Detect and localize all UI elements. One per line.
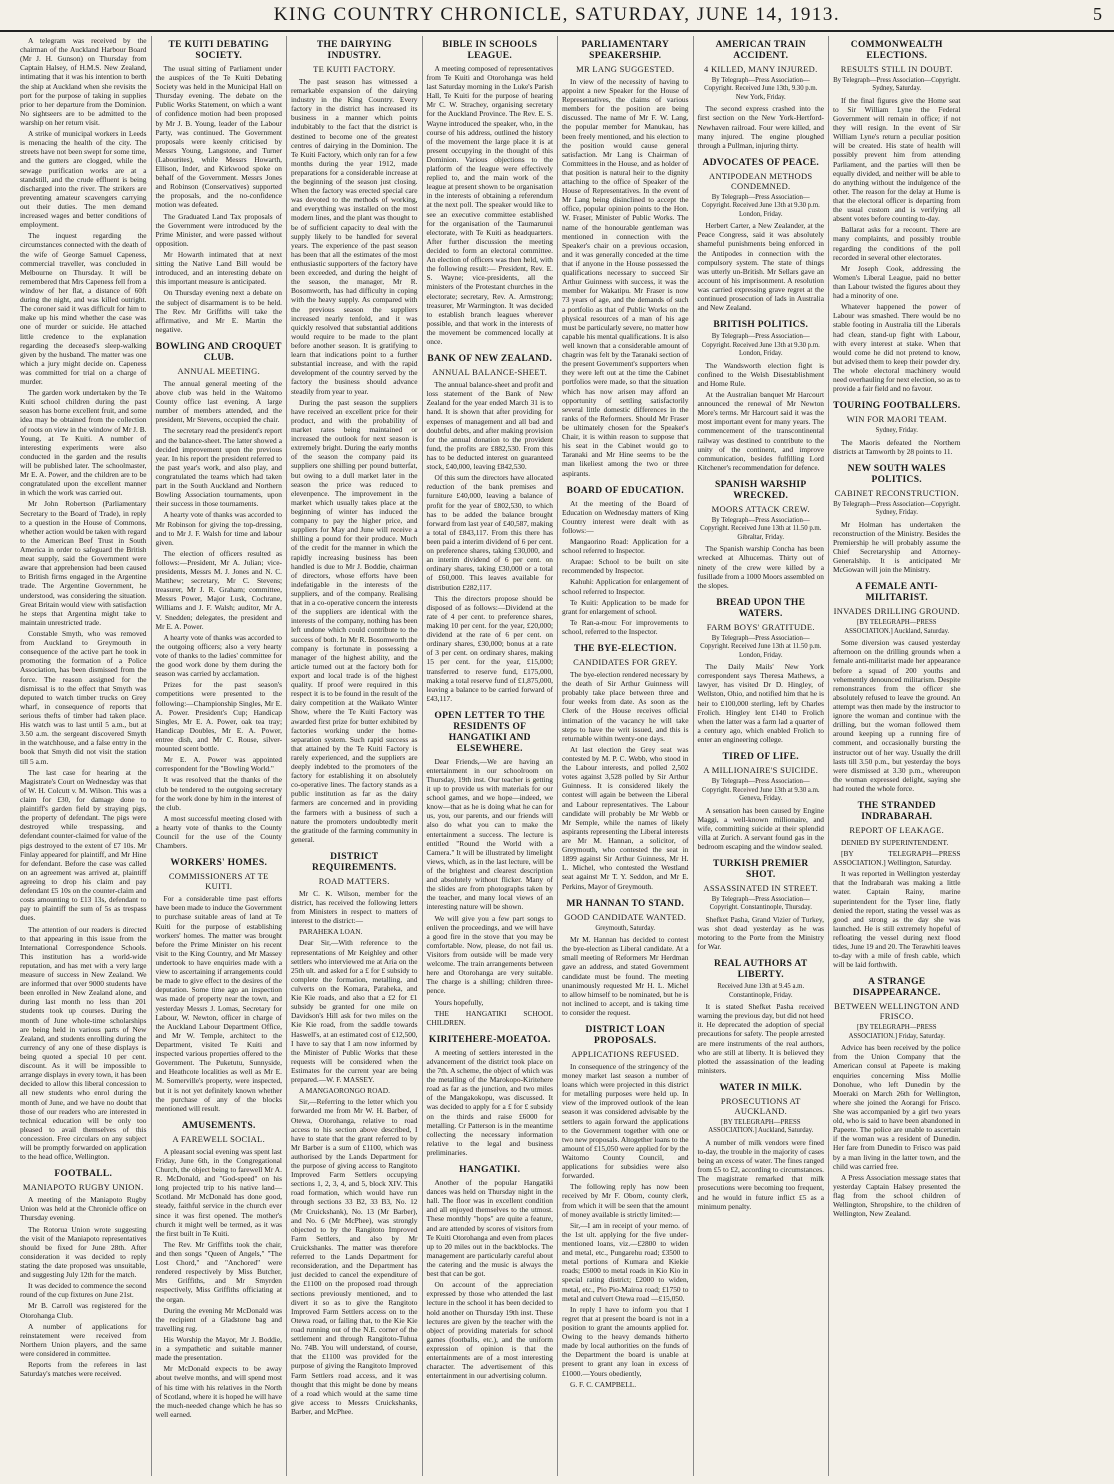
article-paragraph: Mr M. Hannan has decided to contest the bye-election as Liberal candidate. At a small meeting of Reformers Mr Herdman gave an address, and stated Government candidate must be found. The meeting unanimously requested Mr H. L. Michel to allow himself to be nominated, but he is not inclined to accept, and is taking time to consider the request. [562,935,689,1017]
article-dateline: [BY TELEGRAPH—PRESS ASSOCIATION.] Friday, Saturday. [848,1024,945,1040]
article [698,598,825,744]
article-subheading: CABINET RECONSTRUCTION. [834,487,959,498]
article-heading: SPANISH WARSHIP WRECKED. [714,480,807,501]
article-heading: THE STRANDED INDRABARAH. [857,801,936,822]
article-heading: BIBLE IN SCHOOLS LEAGUE. [442,40,538,61]
page-number: 5 [1093,4,1102,24]
article [698,752,825,851]
article [833,801,961,969]
article-paragraph: The inquest regarding the circumstances connected with the death of the wife of George Samuel Capeness, commercial traveller, was concluded in Melbourne on Thursday. It will be remembered that Mrs Capeness fell from a window of her flat, a distance of 60ft during the night, and was killed outright. The coroner said it was difficult for him to make up his mind whether the case was one of murder or suicide. He attached little credence to the explanation regarding the deceased's sleep-walking given by the husband. The matter was one which a jury might decide on. Capeness was committed for trial on a charge of murder. [20,231,147,387]
article [20,36,147,1161]
article-paragraph: The annual balance-sheet and profit and loss statement of the Bank of New Zealand for the year ended March 31 is to hand. It is shown that after providing for expenses of management and all bad and doubtful debts, and after making provision for the annual donation to the provident fund, the profits are £882,530. From this has to be deducted interest on guaranteed stock, £40,000, leaving £842,530. [426,380,553,472]
article-paragraph: During the past season the suppliers have received an excellent price for their product, and with the probability of market rates being maintained or increased the outlook for next season is extremely bright. During the early months of the season the company paid its suppliers one shilling per pound butterfat, but owing to a dull market later in the season the price was reduced to elevenpence. The improvement in the market which usually takes place at the beginning of winter has induced the company to pay the higher price, and suppliers for May and June will receive a shilling a pound for their produce. Much of the credit for the manner in which the rapidly increasing business has been handled is due to Mr J. Boddie, chairman of directors, whose efforts have been indefatigable in the interests of the suppliers, and of the company. Realising that in a co-operative concern the interests of the suppliers are identical with the interests of the company, nothing has been left undone which could contribute to the success of both. In Mr R. Bosomworth the company is fortunate in possessing a manager of the highest ability, and the article turned out at the factory both for export and local trade is of the highest quality. If proof were required in this respect it is to be found in the result of the dairy competition at the Waikato Winter Show, where the Te Kuiti Factory was awarded first prize for butter exhibited by factories working under the home-separation system. Such rapid success as that attained by the Te Kuiti Factory is rarely experienced, and the suppliers are deeply indebted to the promoters of the factory for establishing it on absolutely co-operative lines. The factory stands as a public institution as far as the dairy farmers are concerned and in providing the farmers with a business of such a nature the promoters undoubtedly merit the gratitude of the farming community in general. [291,397,418,844]
article-paragraph: The usual sitting of Parliament under the auspices of the Te Kuiti Debating Society was held in the Municipal Hall on Thursday evening. The debate on the Public Works Statement, on which a want of confidence motion had been proposed by Mr J. B. Young, leader of the Labour Party, was continued. The Government proposals were keenly criticised by Messrs Young, Langstone, and Turner (Labourites), while Messrs Howarth, Ellison, Inder, and Kirkwood spoke on behalf of the Government. Messrs Jones and Robinson (Conservatives) supported the proposals, and the no-confidence motion was defeated. [155,63,282,210]
article-paragraph: A number of milk vendors were fined to-day, the trouble in the majority of cases being an excess of water. The fines ranged from £5 to £2, according to circumstances. The magistrate remarked that milk prosecutions were becoming too frequent, and he would in future inflict £5 as a minimum penalty. [697,1137,824,1211]
article [291,40,418,844]
column-3 [287,36,423,1476]
article-paragraph: The Wandsworth election fight is confined to the Welsh Disestablishment and Home Rule. [697,360,824,388]
article [833,40,961,393]
article-paragraph: It is stated Shefket Pasha received warning the previous day, but did not heed it. He deprecated the adoption of special precautions for safety. The people arrested are mere instruments of the real authors, who are still at liberty. It is believed they plotted the assassination of the leading ministers. [697,1002,824,1075]
article [698,959,825,1075]
article-paragraph: A strike of municipal workers in Leeds is menacing the health of the city. The streets have not been swept for some time, and the gutters are clogged, while the sewage purification works are at a standstill, and the crude effluent is being discharged into the river. The strikers are preventing amateur scavengers carrying out their duties. The men demand increased wages and better conditions of employment. [20,129,147,230]
article-paragraph: Mr B. Carroll was registered for the Otorohanga Club. [20,1301,147,1320]
article-paragraph: On account of the appreciation expressed by those who attended the last lecture in the school it has been decided to hold another on Thursday 19th inst. These lectures are given by the teacher with the object of providing materials for school games (footballs, etc.), and the uniform expression of opinion is that the entertainments are of a most interesting character. The advertisement of this entertainment in our advertising column. [426,1280,553,1381]
article-subheading: ANNUAL MEETING. [177,365,261,376]
article-paragraph: A pleasant social evening was spent last Friday, June 6th, in the Congregational Church, the object being to farewell Mr A. R. McDonald, and "God-speed" on his long projected trip to his native land—Scotland. Mr McDonald has done good, steady, faithful service in the church ever since it was first opened. The mother's church it might well be termed, as it was the first built in Te Kuiti. [155,1146,282,1238]
article-paragraph: Whatever happened the power of Labour was smashed. There would be no stable footing in Australia till the Liberals had clean, stand-up fight with Labour, with every interest at stake. When that would come he did not pretend to know, but advised them to keep their powder dry. The whole electoral machinery would need overhauling for next election, so as to provide a fair field and no favour. [833,302,961,394]
article-paragraph: A telegram was received by the chairman of the Auckland Harbour Board (Mr J. H. Gunson) on Thursday from Captain Halsey, of H.M.S. New Zealand, intimating that it was his intention to berth the ship at Auckland when she revisits the port for the purpose of taking in supplies prior to her departure from the Dominion. No sightseers are to be admitted to the warship on her return visit. [20,36,147,127]
article-heading: BREAD UPON THE WATERS. [716,597,806,619]
article-subheading: ASSASSINATED IN STREET. [703,882,819,893]
article-paragraph: Mr Howarth intimated that at next sitting the Native Land Bill would be introduced, and an interesting debate on this important measure is anticipated. [155,250,282,287]
article-paragraph: For a considerable time past efforts have been made to induce the Government to purchase suitable areas of land at Te Kuiti for the purpose of establishing workers' homes. The matter was brought before the Prime Minister on his recent visit to the King Country, and Mr Massey undertook to have enquiries made with a view to ascertaining if arrangements could be made to give effect to the desires of the deputation. Some time ago an inspection was made of property near the town, and yesterday Messrs J. Lomas, Secretary for Labour, W. Newton, officer in charge of the Auckland Labour Department Office, and Mr W. Temple, architect to the Department, visited Te Kuiti and inspected various properties offered to the Government. The Puketutu, Sunnyside, and Heathcote localities as well as Mr E. M. Somerville's property, were inspected, but it is not yet definitely known whether the purchase of any of the blocks mentioned will result. [155,894,282,1113]
article-heading: NEW SOUTH WALES POLITICS. [847,463,946,485]
article-paragraph: The past season has witnessed a remarkable expansion of the dairying industry in the King Country. Every factory in the district has increased its business in a manner which points indubitably to the fact that the district is destined to become one of the greatest centres of dairying in the Dominion. The Te Kuiti Factory, which only ran for a few months during the year 1912, made preparations for a considerable increase at the beginning of the season just closing. When the factory was erected special care was devoted to the methods of working, and everything was installed on the most modern lines, and the plant was thought to be of sufficient capacity to deal with the supply likely to be handled for several years. The experience of the past season has been that all the estimates of the most enthusiastic supporters of the factory have been exceeded, and during the height of the season, the manager, Mr R. Bosomworth, has had difficulty in coping with the heavy supply. As compared with the previous season the suppliers increased nearly tenfold, and it was quickly resolved that substantial additions would require to be made to the plant before another season. It is gratifying to learn that indications point to a further substantial increase, and with the rapid development of the country served by the factory the business should advance steadily from year to year. [291,76,418,396]
article-subheading: ANTIPODEAN METHODS CONDEMNED. [709,170,813,191]
article [427,1165,554,1380]
article [698,158,825,312]
article-dateline: By Telegraph—Press Association—Copyright. Sydney, Friday. [833,500,961,517]
article-paragraph: In view of the necessity of having to appoint a new Speaker for the House of Representatives, the claims of various members for the position are being discussed. The name of Mr F. W. Lang, the popular member for Manukau, has been freely mentioned, and his election to the position would cause general satisfaction. Mr Lang is Chairman of Committees in the House, and as holder of that position is natural heir to the dignity attaching to the office of Speaker of the House of Representatives. In the event of Mr Lang being disinclined to accept the office, popular opinion points to the Hon. W. Fraser, Minister of Public Works. The name of the honourable gentleman was mentioned in connection with the Speaker's chair on a previous occasion, and it was generally conceded at the time that if anyone in the House possessed the qualifications necessary to succeed Sir Arthur Guinness with success, it was the member for Wakatipu. Mr Fraser is now 73 years of age, and the demands of such a portfolio as that of Public Works on the physical resources of a man of his age must be particularly severe, no matter how capable his mental qualifications. It is also well known that a considerable amount of chagrin was felt by the Taranaki section of the present Government's supporters when they were left out at the time the Cabinet portfolios were made, so that the situation which has now arisen may afford an opportunity of settling satisfactorily several little domestic differences in the ranks of the Reformers. Should Mr Fraser be ultimately chosen for the Speaker's Chair, it is within reason to suppose that his seat in the Cabinet would go to Taranaki and Mr Hine seems to be the man likeliest among the two or three aspirants. [562,76,689,478]
article-subheading: GOOD CANDIDATE WANTED. [564,911,687,922]
article-heading: TURKISH PREMIER SHOT. [712,859,809,880]
article-paragraph: In consequence of the stringency of the money market last season a number of loans which were projected in this district for metalling purposes were held up. In view of the improved outlook of the lean season it was considered advisable by the settlers to again forward the applications to the Government together with one or two new proposals. Altogether loans to the amount of £15,050 were applied for by the Waitomo County Council, and applications for subsidies were also forwarded. [562,1061,689,1181]
article [833,401,961,456]
article-paragraph: Advice has been received by the police from the Union Company that the American consul at Papeete is making enquiries concerning Miss Mollie Donohue, who left Dunedin by the Moeraki on March 26th for Wellington, where she joined the Aorangi for Frisco. She was accompanied by a girl two years old, who is said to have been abandoned in Papeete. The police are unable to ascertain if the woman was a resident of Dunedin. Her fare from Dunedin to Frisco was paid by a man living in the latter town, and the child was carried free. [833,1043,961,1171]
article-heading: WORKERS' HOMES. [170,858,268,869]
article-paragraph: A meeting composed of representatives from Te Kuiti and Otorohanga was held last Saturday morning in the Luke's Parish Hall, Te Kuiti for the purpose of hearing Mr C. W. Strachey, organising secretary for the Auckland Province. The Rev. E. S. Wayne introduced the speaker, who, in the course of his address, outlined the history of the movement the large place it is at present occupying in the thought of this Dominion. Various objections to the platform of the league were effectively replied to, and the main work of the league at present shown to be organisation in the interests of obtaining a referendum at the next poll. The speaker would like to see an executive committee established for the organisation of the Taumarunui electorate, with Te Kuiti as headquarters. After further discussion the meeting decided to form an electoral committee. An election of officers was then held, with the following result:— President, Rev. E. S. Wayne; vice-presidents, all the ministers of the Protestant churches in the electorate; secretary, Rev. A. Armstrong; treasurer, Mr Warmington. It was decided to establish branch leagues wherever possible, and that work in the interests of the movement be commenced locally at once. [426,63,553,347]
column-4 [423,36,559,1476]
article-dateline: Received June 13th at 9.45 a.m. Constantinople, Friday. [717,983,805,999]
article-paragraph: During the evening Mr McDonald was the recipient of a Gladstone bag and travelling rug. [155,1305,282,1333]
article-dateline: [BY TELEGRAPH—PRESS ASSOCIATION.] Auckland, Saturday. [844,619,950,635]
article-paragraph: The Rev. Mr Griffiths took the chair, and then songs "Queen of Angels," "The Lost Chord," and "Anchored" were rendered respectively by Miss Butcher, Mrs Griffiths, and Mr Smyrden respectively, Miss Griffiths officiating at the organ. [155,1239,282,1304]
article [562,40,689,478]
article-paragraph: The Rotorua Union wrote suggesting the visit of the Maniapoto representatives should be fixed for June 28th. After consideration it was decided to reply stating the date proposed was unsuitable, and suggesting July 12th for the match. [20,1224,147,1280]
article-subheading: TE KUITI FACTORY. [313,63,396,74]
article-dateline: By Telegraph—Press Association—Copyright. Constantinople, Thursday. [709,895,812,912]
article-paragraph: A hearty vote of thanks was accorded to the outgoing officers; also a very hearty vote of thanks to the ladies' committee for the good work done by them during the season was carried by acclamation. [155,632,282,679]
article-paragraph: This the directors propose should be disposed of as follows:—Dividend at the rate of 4 per cent. to preference shares, making 10 per cent. for the year, £20,000; dividend at the rate of 6 per cent. on ordinary shares, £30,000; bonus at a rate of 3 per cent. on ordinary shares, making 15 per cent. for the year, £15,000; transferred to reserve fund, £175,000, making a total reserve fund of £1,875,000, leaving a balance to be carried forward of £43,117. [426,593,553,703]
article [833,582,961,793]
article-paragraph: His Worship the Mayor, Mr J. Boddie, in a sympathetic and suitable manner made the presentation. [155,1334,282,1363]
article-paragraph: Te Ran-a-mou: For improvements to school, referred to the Inspector. [562,617,689,636]
article-dateline: By Telegraph—Press Association—Copyright. Received June 13th at 11.50 p.m. Gibraltar, Friday. [700,516,822,541]
article-paragraph: Mr McDonald expects to be away about twelve months, and will spend most of his time with his relatives in the North of Scotland, where it is hoped he will have the much-needed change which he has so well earned. [155,1364,282,1419]
article-heading: PARLIAMENTARY SPEAKERSHIP. [581,40,670,61]
article [427,711,554,1027]
article [698,480,825,590]
article-heading: A FEMALE ANTI-MILITARIST. [855,582,938,604]
article-paragraph: The secretary read the president's report and the balance-sheet. The latter showed a decided improvement upon the previous year. In his report the president referred to the past year's work, and also play, and congratulated the teams which had taken part in the South Auckland and Northern Bowling Association tournaments, upon their success in those tournaments. [155,426,282,509]
article-paragraph: THE HANGATIKI SCHOOL CHILDREN. [426,1008,553,1027]
masthead-title: KING COUNTRY CHRONICLE, SATURDAY, JUNE 14, 1913. [273,4,841,25]
article-paragraph: Arapae: School to be built on site recommended by Inspector. [562,557,689,576]
article-heading: THE BYE-ELECTION. [573,644,677,655]
article-paragraph: The annual general meeting of the above club was held in the Waitomo County office last evening. A large number of members attended, and the president, Mr Stevens, occupied the chair. [155,378,282,425]
article-paragraph: The second express crashed into the first section on the New York-Hertford-Newhaven railroad. Four were killed, and many injured. The engine ploughed through a Pullman, injuring thirty. [697,104,824,150]
column-2 [152,36,288,1476]
newspaper-page [16,36,1100,1476]
article-heading: FOOTBALL. [54,1169,113,1180]
article-paragraph: At last election the Grey seat was contested by M. P. C. Webb, who stood in the Labour interests, and polled 2,502 votes against 3,528 polled by Sir Arthur Guinness. It is considered likely the contest will again be between the Liberal and Labour representatives. The Labour candidate will probably be Mr Webb or Mr Semple, while the names of likely aspirants representing the Liberal interests are Mr M. Hannan, a solicitor, of Greymouth, who contested the seat in 1899 against Sir Arthur Guinness, Mr H. L. Michel, who contested the Westland seat against Mr T. Y. Seddon, and Mr E. Perkins, Mayor of Greymouth. [562,744,689,891]
article-subheading: BETWEEN WELLINGTON AND FRISCO. [834,1001,960,1022]
column-5 [558,36,694,1476]
article-subheading: REPORT OF LEAKAGE. [849,824,945,835]
article-paragraph: On Thursday evening next a debate on the subject of disarmament is to be held. The Rev. Mr Griffiths will take the affirmative, and Mr E. Martin the negative. [155,288,282,334]
article-heading: MR HANNAN TO STAND. [566,898,685,909]
article-subheading: APPLICATIONS REFUSED. [571,1048,680,1059]
article-subheading: A FAREWELL SOCIAL. [172,1133,266,1144]
article-subheading: MR LANG SUGGESTED. [576,63,675,74]
article-paragraph: Mr E. A. Power was appointed correspondent for the "Bowling World." [155,755,282,774]
article-subheading: COMMISSIONERS AT TE KUITI. [168,871,269,892]
article-paragraph: At the meeting of the Board of Education on Wednesday matters of King Country interest were dealt with as follows:— [562,498,689,535]
article-paragraph: We will give you a few part songs to enliven the proceedings, and we will have a good fire in the stove that you may be comfortable. Now, please, do not fail us. Visitors from outside will be made very welcome. The train arrangements between here and Otorohanga are very suitable. The charge is a shilling; children three-pence. [426,913,553,996]
article-paragraph: Of this sum the directors have allocated reduction of the bank premises and furniture £40,000, leaving a balance of profit for the year of £802,530, to which has to be added the balance brought forward from last year of £40,587, making a total of £843,117. From this there has been paid a interim dividend of 6 per cent. on preference shares, taking £30,000, and an interim dividend of 6 per cent. on ordinary shares, taking £30,000 or a total of £60,000. This leaves available for distribution £282,117. [426,473,553,592]
article-subheading: ANNUAL BALANCE-SHEET. [432,367,548,378]
article-paragraph: Constable Smyth, who was removed from Auckland to Greymouth in consequence of the active part he took in promoting the formation of a Police Association, has been dismissed from the force. The reason assigned for the dismissal is to the effect that Smyth was deputed to watch timber trucks on Grey wharf, in consequence of reports that serious thefts of timber had taken place. His watch was to last until 5 a.m., but at 3.50 a.m. the sergeant discovered Smyth in the watchhouse, and a false entry in the book that Smyth did not visit the station till 5 a.m. [20,629,147,766]
article-paragraph: Sir,—Referring to the letter which you forwarded me from Mr W. H. Barber, of Otewa, Otorohanga, relative to road access to his section above described, I have to state that the grant referred to by Mr Barber is a sum of £1100, which was authorised by the Lands Department for the purpose of giving access to Rangitoto Improved Farm Settlers occupying sections 1, 2, 3, 4, and 5, block XIV. This road formation, which would have run through sections 33 B2, 33 B3, No. 12 (Mr Cruickshank), No. 13 (Mr Barber), and No. 6 (Mr McPhee), was strongly objected to by the Rangitoto Improved Farm Settlers, and also by Mr Cruickshanks. The matter was therefore referred to the Lands Department for reconsideration, and the Department has just decided to cancel the expenditure of the £1100 on the proposed road through sections previously mentioned, and to divert it so as to give the Rangitoto Improved Farm Settlers access on to the Otewa road, or failing that, to the Kie Kie road running out of the N.E. corner of the settlement and through Rangitoto-Tuhua No. 74B. You will understand, of course, that the £1100 was provided for the purpose of giving the Rangitoto Improved Farm Settlers road access, and it was thought that this might be done by means of a road which would at the same time give access to Messrs Cruickshanks, Barber, and McPhee. [291,1097,418,1416]
article [833,464,961,574]
article [156,40,283,334]
article-heading: OPEN LETTER TO THE RESIDENTS OF HANGATIKI AND ELSEWHERE. [434,710,546,754]
article-dateline: Greymouth, Saturday. [595,924,656,932]
article-paragraph: Sir,—I am in receipt of your memo. of the 1st ult. applying for the five under-mentioned loans, viz.—£2800 to widen and metal, etc., Pungarehu road; £3500 to metal portions of Kumara and Kiekie roads; £5000 to metal roads in Kio Kio in special rating district; £2000 to widen, metal, etc., Pio Pio-Mairoa road; £1750 to metal and culvert Otewa road —£15,050. [562,1220,689,1303]
article-subheading: RESULTS STILL IN DOUBT. [840,63,953,74]
article-paragraph: A meeting of the Maniapoto Rugby Union was held at the Chronicle office on Thursday evening. [20,1195,147,1223]
article [156,858,283,1113]
article-paragraph: If the final figures give the Home seat to Sir William Lyne the Federal Government will remain in office; if not they will resign. In the event of Sir William Lyne's return a peculiar position will be created. His state of health will possibly prevent him from attending Parliament, and the parties will then be equally divided, and neither will be able to do anything without the indulgence of the other. The reason for the delay at Hume is that the electoral officer is departing from the usual custom and is verifying all absent votes before counting to-day. [833,95,961,224]
article-paragraph: Dear Friends,—We are having an entertainment in our schoolroom on Thursday, 19th inst. Our teacher is getting it up to provide us with materials for our school games, and we hope—indeed, we know—that as he is doing what he can for us, you, our parents, and our friends will also do what you can to make the entertainment a success. The lecture is entitled "Round the World with a Camera." It will be illustrated by limelight views, which, as in the last lecture, will be of the brightest and clearest description and absolutely without flicker. Many of the slides are from photographs taken by the teacher, and many local views of an interesting nature will be shown. [426,756,553,912]
article-paragraph: Kahuhi: Application for enlargement of school referred to Inspector. [562,577,689,596]
article-heading: BANK OF NEW ZEALAND. [427,354,553,365]
article-dateline: Sydney, Friday. [875,427,918,435]
article-paragraph: Mr Joseph Cook, addressing the Women's Liberal League, paid no better than Labour twisted the figures about they had a minority of one. [833,263,961,301]
article [562,486,689,636]
article-heading: ADVOCATES OF PEACE. [702,157,820,168]
article-paragraph: Yours hopefully, [434,997,484,1007]
article-paragraph: G. F. C. CAMPBELL. [570,1379,637,1389]
article [698,40,825,150]
article [427,354,554,703]
article-paragraph: Some diversion was caused yesterday afternoon on the drilling grounds when a female anti-militarist made her appearance before a squad of 200 youths and vehemently denounced militarism. Despite remonstrances from the officer she absolutely refused to leave the ground. An attempt was then made by the instructor to ignore the woman and continue with the drilling, but the woman followed them around keeping up a running fire of comment, and occasionally bursting the instructor out of her way. Usually the drill lasts till 3.50 p.m., but yesterday the boys were dismissed at 3.30 p.m., whereupon the woman expressed delight, saying she had routed the whole force. [833,638,961,793]
article [427,1035,554,1157]
article-subheading: PROSECUTIONS AT AUCKLAND. [720,1095,801,1116]
article-paragraph: Dear Sir,—With reference to the representations of Mr Keighley and other settlers who interviewed me at Aria on the 25th ult. and asked for a £ for £ subsidy to complete the formation, metalling, and culverts on the Komara, Paraheka, and Kie Kie roads, and also that a £2 for £1 subsidy be granted for one mile on Davidson's Hill ask for two miles on the Kie Kie road, from the saddle towards Haswell's, at an estimated cost of £12,500, I have to say that I am now informed by the Minister of Public Works that these requests will be considered when the Estimates for the current year are being prepared.—W. F. MASSEY. [291,938,418,1085]
article-paragraph: It was resolved that the thanks of the club be tendered to the outgoing secretary for the work done by him in the interest of the club. [155,775,282,812]
article-heading: BOARD OF EDUCATION. [566,485,684,496]
article-paragraph: Mangaorino Road: Application for a school referred to Inspector. [562,537,689,556]
article-heading: BOWLING AND CROQUET CLUB. [155,342,282,363]
article-subheading: MOORS ATTACK CREW. [711,503,810,514]
article [698,859,825,951]
article-paragraph: Another of the popular Hangatiki dances was held on Thursday night in the hall. The floor was in excellent condition and all enjoyed themselves to the utmost. These monthly "hops" are quite a feature, and are attended by scores of visitors from Te Kuiti Otorohanga and even from places up to 20 miles out in the backblocks. The management are particularly careful about the catering and the music is always the best that can be got. [426,1178,553,1279]
article-heading: A STRANGE DISAPPEARANCE. [852,977,941,999]
article-paragraph: The Spanish warship Concha has been wrecked at Alhucemas. Thirty out of ninety of the crew were killed by a fusillade from a 1000 Moors assembled on the slopes. [697,544,824,590]
article-heading: HANGATIKI. [459,1165,521,1176]
article-paragraph: It was reported in Wellington yesterday that the Indrabarah was making a little water. Captain Rainy, marine superintendent for the Tyser line, flatly denied the report, stating the vessel was as good and strong as the day she was launched. He is still extremely hopeful of refloating the vessel during next flood tides, June 19 and 20. The Terawhiti leaves to-day with a mile of fresh cable, which will be laid forthwith. [833,869,961,970]
article [698,320,825,472]
article-paragraph: A number of applications for reinstatement were received from Northern Union players, and the same were considered in committee. [20,1321,147,1359]
article-subheading: ROAD MATTERS. [318,875,390,886]
article-paragraph: The election of officers resulted as follows:—President, Mr A. Julian; vice-presidents, Messrs M. J. Jones and N. C. Matthew; secretary, Mr C. Stevens; treasurer, Mr J. R. Graham; committee, Messrs Power, Major Lusk, Cochrane, Williams and J. F. Walsh; auditor, Mr A. V. Snedden; delegates, the president and Mr E. A. Power. [155,548,282,631]
article-heading: WATER IN MILK. [719,1082,802,1093]
article [833,977,961,1218]
masthead [0,0,1114,32]
article-subheading: FARM BOYS' GRATITUDE. [706,621,815,632]
article-subheading: WIN FOR MAORI TEAM. [846,414,947,425]
article-paragraph: In reply I have to inform you that I regret that at present the board is not in a position to grant the amounts applied for. Owing to the heavy demands hitherto made by local authorities on the funds of the Department the board is unable at present to grant any loan in excess of £1000.—Yours obediently, [562,1304,689,1378]
article-paragraph: Herbert Carter, a New Zealander, at the Peace Congress, said it was absolutely shameful punishments being enforced in the Antipodes in connection with the compulsory system. The state of things was utterly un-British. Mr Sellars gave an account of his imprisonment. A resolution was carried expressing grave regret at the continued prosecution of lads in Australia and New Zealand. [697,221,824,313]
article-heading: AMERICAN TRAIN ACCIDENT. [715,40,806,61]
article-dateline: By Telegraph—Press Association—Copyright. Received June 13th at 9.30 p.m. London, Friday. [701,193,820,218]
article-paragraph: The Daily Mails' New York correspondent says Theresa Mathews, a lawyer, has visited Dr D. Hingley, of Wellston, Ohio, and notified him that he is heir to £100,000 sterling, left by Charles Frolich. Hingley lent £140 to Frolich when the latter was a farm lad a quarter of a century ago, which enabled Frolich to enter an engineering college. [697,662,824,745]
article-paragraph: [BY TELEGRAPH—PRESS ASSOCIATION.] Wellington, Saturday. [833,849,961,868]
article-paragraph: The Graduated Land Tax proposals of the Government were introduced by the Prime Minister, and were passed without opposition. [155,211,282,248]
article-paragraph: Te Kuiti: Application to be made for grant for enlargement of school. [562,597,689,616]
article-heading: KIRITEHERE-MOEATOA. [428,1034,551,1045]
article [427,40,554,346]
article-heading: TIRED OF LIFE. [722,752,799,763]
article-paragraph: Mr John Robertson (Parliamentary Secretary to the Board of Trade), in reply to a question in the House of Commons, whether action would be taken with regard to the American Beef Trust in South America in order to safeguard the British meat supply, said the Government were aware that apprehension had been caused to British firms engaged in the Argentine trade. The Argentine Government, he understood, was considering the situation. Great Britain would view with satisfaction he steps that Argentina might take to maintain unrestricted trade. [20,499,147,627]
article-paragraph: PARAHEKA LOAN. [299,927,363,937]
article-heading: BRITISH POLITICS. [713,320,809,331]
article-subheading: CANDIDATES FOR GREY. [573,657,678,668]
article [562,899,689,1017]
article-paragraph: At the Australian banquet Mr Harcourt announced the renewal of Mr Newton More's terms. Mr Harcourt said it was the most important event for many years. The commencement of the transcontinental railway was destined to contribute to the unity of the continent, and improve communication, besides fulfilling Lord Kitchener's recommendation for defence. [697,390,824,472]
article-heading: THE DAIRYING INDUSTRY. [316,40,392,61]
column-7 [829,36,965,1476]
article-paragraph: Shefket Pasha, Grand Vizier of Turkey, was shot dead yesterday as he was motoring to the Porte from the Ministry for War. [697,914,824,952]
article-heading: TE KUITI DEBATING SOCIETY. [168,40,269,61]
article [20,1169,147,1378]
article-heading: DISTRICT REQUIREMENTS. [312,852,397,873]
article-dateline: By Telegraph—Press Association—Copyright. Received June 13th, 9.30 p.m. New York, Friday. [704,76,818,101]
article-paragraph: Ballarat asks for a recount. There are many complaints, and possibly trouble regarding the conditions of the poll recorded in several other electorates. [833,225,961,262]
article-paragraph: A most successful meeting closed with a hearty vote of thanks to the County Council for the use of the County Chambers. [155,813,282,851]
article-dateline: By Telegraph—Press Association—Copyright. Received June 13th at 9.30 p.m. London, Friday. [701,333,820,358]
article-paragraph: A MANGAORONGO ROAD. [299,1086,390,1096]
article-paragraph: The attention of our readers is directed to that appearing in this issue from the International Correspondence Schools. This institution has a world-wide reputation, and has met with a very large measure of success in New Zealand. We are informed that over 9000 students have been enrolled in New Zealand alone, and during last month no less than 201 students took up courses. During the month of June whole-time scholarships are being held in various parts of New Zealand, and students enrolling during the currency of any one of these displays is being quoted a special 10 per cent. discount. As it will be impossible to arrange displays in every town, it has been decided to allow this liberal concession to all new students who enrol during the month of June, and we have no doubt that those of our readers who are interested in technical education will be only too pleased to avail themselves of this concession. Free circulars on any subject will be promptly forwarded on application to the head office, Wellington. [20,924,147,1162]
column-6 [694,36,830,1476]
article-heading: AMUSEMENTS. [181,1120,256,1131]
article-paragraph: The bye-election rendered necessary by the death of Sir Arthur Guinness will probably take place between three and four weeks from date. As soon as the Clerk of the House receives official intimation of the vacancy he will take steps to have the writ issued, and this is returnable within twenty-one days. [562,670,689,743]
column-1 [16,36,152,1476]
article-heading: REAL AUTHORS AT LIBERTY. [713,959,808,981]
article [156,1121,283,1419]
article [562,644,689,891]
article-subheading: INVADES DRILLING GROUND. [833,606,960,617]
article [156,342,283,850]
article-heading: TOURING FOOTBALLERS. [833,401,961,412]
article-paragraph: A meeting of settlers interested in the advancement of the district took place on the 7th. A scheme, the object of which was the metalling of the Marokopo-Kiritehere road as far as the junction, and two miles of the Mangakokopu, was discussed. It was decided to apply for a £ for £ subsidy on the thirds and raise £6000 for metalling. Cr Patterson is in the meantime collecting the necessary information relative to the legal and business preliminaries. [426,1047,553,1157]
article-dateline: [BY TELEGRAPH—PRESS ASSOCIATION.] Auckland, Saturday. [708,1118,814,1135]
article-paragraph: The last case for hearing at the Magistrate's Court on Wednesday was that of W. H. Colcutt v. M. Wilson. This was a claim for £30, for damage done to plaintiff's garden field by straying pigs, the property of defendant. The pigs were destroyed while trespassing, and defendant counter-claimed for value of the pigs destroyed to the extent of £7 10s. Mr Finlay appeared for plaintiff, and Mr Hine for defendant. Before the case was called on an agreement was arrived at, plaintiff agreeing to drop his claim and pay defendant £5 10s on the counter-claim and costs amounting to £13 13s, defendant to pay to plaintiff the sum of 5s as trespass dues. [20,767,147,923]
article-paragraph: The following reply has now been received by Mr F. Oborn, county clerk, from which it will be seen that the amount of money available is strictly limited:— [562,1182,689,1219]
article-dateline: By Telegraph—Press Association—Copyright. Received June 13th at 11.50 p.m. London, Friday. [700,634,822,659]
article-paragraph: Reports from the referees in last Saturday's matches were received. [20,1360,147,1379]
article-subheading: 4 KILLED, MANY INJURED. [703,63,818,74]
article-subheading: MANIAPOTO RUGBY UNION. [22,1182,144,1193]
article-paragraph: DENIED BY SUPERINTENDENT. [841,837,949,847]
article-paragraph: A sensation has been caused by Engine Maggi, a well-known millionaire, and wife, committing suicide at their splendid villa at Zurich. A servant found gas in the bedroom escaping and the window sealed. [697,805,824,851]
article-paragraph: The garden work undertaken by the Te Kuiti school children during the past season has borne excellent fruit, and some idea may be obtained from the collection of roots on view in the window of Mr J. B. Young, at Te Kuiti. A number of interesting experiments were also conducted in the garden and the results will be published later. The schoolmaster, Mr E. A. Power, and the children are to be congratulated upon the excellent manner in which the work was carried out. [20,388,147,498]
article-paragraph: The Maoris defeated the Northern districts at Tamworth by 28 points to 11. [833,437,961,456]
article-paragraph: A Press Association message states that yesterday Captain Halsey presented the flag from the school children of Wellington, Shropshire, to the children of Wellington, New Zealand. [833,1172,961,1219]
article-paragraph: Mr Holman has undertaken the reconstruction of the Ministry. Besides the Premiership he will probably assume the Chief Secretaryship and Attorney-Generalship. It is anticipated Mr McGowan will join the Ministry. [833,519,961,575]
article-paragraph: It was decided to commence the second round of the cup fixtures on June 21st. [20,1281,147,1300]
article-heading: DISTRICT LOAN PROPOSALS. [585,1025,665,1046]
article [698,1083,825,1211]
article [562,1025,689,1389]
article-subheading: A MILLIONAIRE'S SUICIDE. [703,765,819,776]
article [291,852,418,1416]
article-paragraph: A hearty vote of thanks was accorded to Mr Robinson for giving the top-dressing, and to Mr J. F. Walsh for time and labour given. [155,510,282,547]
article-dateline: By Telegraph—Press Association—Copyright. Received June 13th at 9.30 a.m. Geneva, Friday. [701,778,820,803]
article-heading: COMMONWEALTH ELECTIONS. [850,40,943,61]
article-dateline: By Telegraph—Press Association—Copyright. Sydney, Saturday. [833,76,961,93]
article-paragraph: Mr C. K. Wilson, member for the district, has received the following letters from Ministers in respect to matters of interest to the district:— [291,888,418,926]
article-paragraph: Prizes for the past season's competitions were presented to the following:—Championship Singles, Mr E. A. Power. President's Cup; Handicap Singles, Mr E. A. Power, oak tea tray; Handicap Doubles, Mr E. A. Power, entree dish, and Mr C. Rouse, silver-mounted scent bottle. [155,680,282,754]
